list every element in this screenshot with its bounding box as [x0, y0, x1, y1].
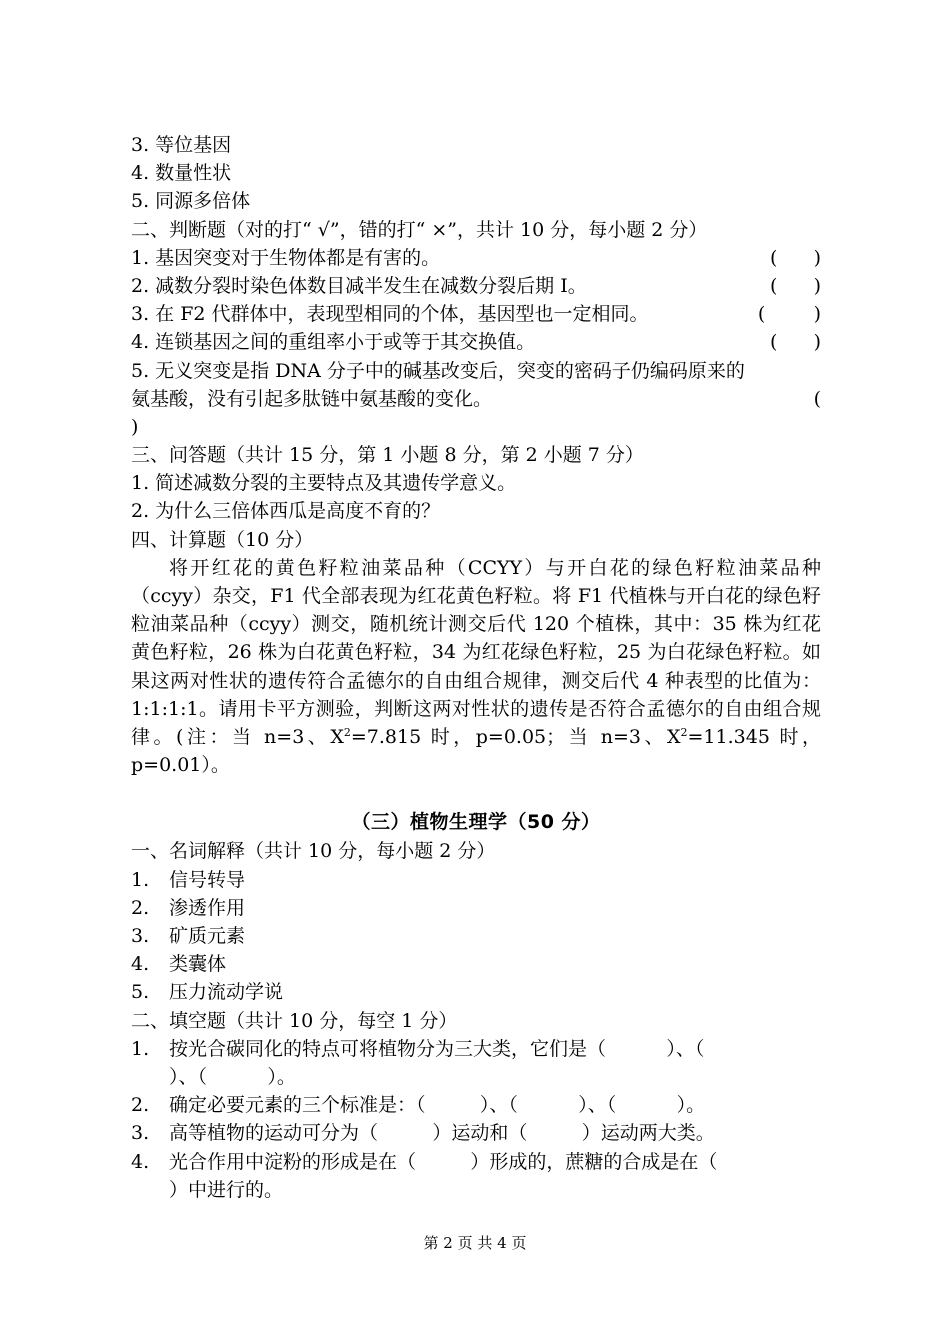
judgment-item-2: [131, 272, 821, 300]
genetics-term-3: 3. 等位基因: [131, 134, 232, 156]
item-text: 高等植物的运动可分为（ ）运动和（ ）运动两大类。: [169, 1122, 715, 1145]
item-text: 光合作用中淀粉的形成是在（ ）形成的，蔗糖的合成是在（: [169, 1150, 718, 1173]
section-spacer: [131, 779, 821, 807]
term-item-3: [131, 922, 821, 950]
term-item-2: [131, 894, 821, 922]
genetics-term-5: 5. 同源多倍体: [131, 190, 251, 213]
item-text: ）中进行的。: [169, 1178, 284, 1201]
answer-bracket: ( ): [769, 274, 821, 297]
item-text: ）、（ ）。: [169, 1065, 296, 1088]
item-text: 渗透作用: [169, 896, 246, 919]
answer-bracket: ( ): [769, 331, 821, 354]
chi-square-superscript: 2: [343, 726, 351, 740]
fill-item-4-line2: [131, 1176, 821, 1204]
chi-square-superscript: 2: [680, 726, 688, 740]
judgment-item-text: 1. 基因突变对于生物体都是有害的。: [131, 246, 441, 269]
judgment-item-3: [131, 300, 821, 328]
item-text: 信号转导: [169, 868, 246, 891]
fill-item-1-line1: [131, 1035, 821, 1063]
item-number: 3.: [131, 1122, 150, 1145]
item-number: 2.: [131, 896, 150, 919]
qa-heading: 三、问答题（共计 15 分，第 1 小题 8 分，第 2 小题 7 分）: [131, 444, 644, 467]
calc-text-part1: 将开红花的黄色籽粒油菜品种（CCYY）与开白花的绿色籽粒油菜品种（ccyy）杂交，F1 代全部表现为红花黄色籽粒。将 F1 代植株与开白花的绿色籽粒油菜品种（ccyy）测交，随机统计测交后代 120 个植株，其中：35 株为红花黄色籽粒，26 株为白花黄色籽粒，34 为红花绿色籽粒，25 为白花绿色籽粒。如果这两对性状的遗传符合孟德尔的自由组合规律，测交后代 4 种表型的比值为：1:1:1:1。请用卡平方测验，判断这两对性状的遗传是否符合孟德尔的自由组合规律。(注：当 n=3、Χ: [131, 556, 821, 749]
fill-item-2: [131, 1091, 821, 1119]
item-number: 1.: [131, 1037, 150, 1060]
judgment-item-text: 氨基酸，没有引起多肽链中氨基酸的变化。: [131, 387, 493, 410]
fill-item-3: [131, 1119, 821, 1147]
judgment-item-1: [131, 244, 821, 272]
fill-item-4-line1: [131, 1148, 821, 1176]
answer-bracket-open: (: [813, 387, 821, 410]
item-number: 5.: [131, 981, 150, 1004]
item-number: 4.: [131, 953, 150, 976]
term-item-4: [131, 950, 821, 978]
calc-paragraph: [131, 554, 821, 780]
item-text: 确定必要元素的三个标准是：（ ）、（ ）、（ ）。: [169, 1094, 706, 1117]
page-content: [131, 131, 821, 1204]
page-footer: 第 2 页 共 4 页: [423, 1234, 527, 1252]
answer-bracket: ( ): [769, 246, 821, 269]
item-text: 类囊体: [169, 953, 227, 976]
qa-item-1: 1. 简述减数分裂的主要特点及其遗传学意义。: [131, 472, 517, 495]
qa-item-2: 2. 为什么三倍体西瓜是高度不育的？: [131, 500, 441, 523]
judgment-item-text: 4. 连锁基因之间的重组率小于或等于其交换值。: [131, 331, 536, 354]
section-title-plant-physiology: （三）植物生理学（50 分）: [351, 811, 601, 834]
judgment-item-text: 3. 在 F2 代群体中，表现型相同的个体，基因型也一定相同。: [131, 303, 649, 326]
item-text: 矿质元素: [169, 925, 246, 947]
term-item-1: [131, 866, 821, 894]
answer-bracket: ( ): [757, 303, 821, 326]
judgment-item-5-line1: 5. 无义突变是指 DNA 分子中的碱基改变后，突变的密码子仍编码原来的: [131, 359, 745, 382]
judgment-heading: 二、判断题（对的打“ √”，错的打“ ×”，共计 10 分，每小题 2 分）: [131, 218, 708, 241]
terms-heading: 一、名词解释（共计 10 分，每小题 2 分）: [131, 840, 496, 863]
item-number: 1.: [131, 868, 150, 891]
judgment-item-4: [131, 328, 821, 356]
judgment-item-5-line2: [131, 385, 821, 413]
term-item-5: [131, 978, 821, 1006]
calc-heading: 四、计算题（10 分）: [131, 528, 314, 551]
fill-item-1-line2: [131, 1063, 821, 1091]
item-number: 3.: [131, 925, 150, 947]
genetics-term-4: 4. 数量性状: [131, 162, 232, 185]
answer-bracket-close: ): [131, 415, 139, 438]
judgment-item-text: 2. 减数分裂时染色体数目减半发生在减数分裂后期 I。: [131, 274, 587, 297]
item-number: 4.: [131, 1150, 150, 1173]
fill-heading: 二、填空题（共计 10 分，每空 1 分）: [131, 1009, 458, 1032]
item-text: 按光合碳同化的特点可将植物分为三大类，它们是（ ）、（: [169, 1037, 705, 1060]
calc-text-part3: =11.345 时，p=0.01）。: [131, 726, 821, 777]
calc-text-part2: =7.815 时，p=0.05；当 n=3、Χ: [350, 726, 681, 749]
item-number: 2.: [131, 1094, 150, 1117]
item-text: 压力流动学说: [169, 981, 284, 1004]
